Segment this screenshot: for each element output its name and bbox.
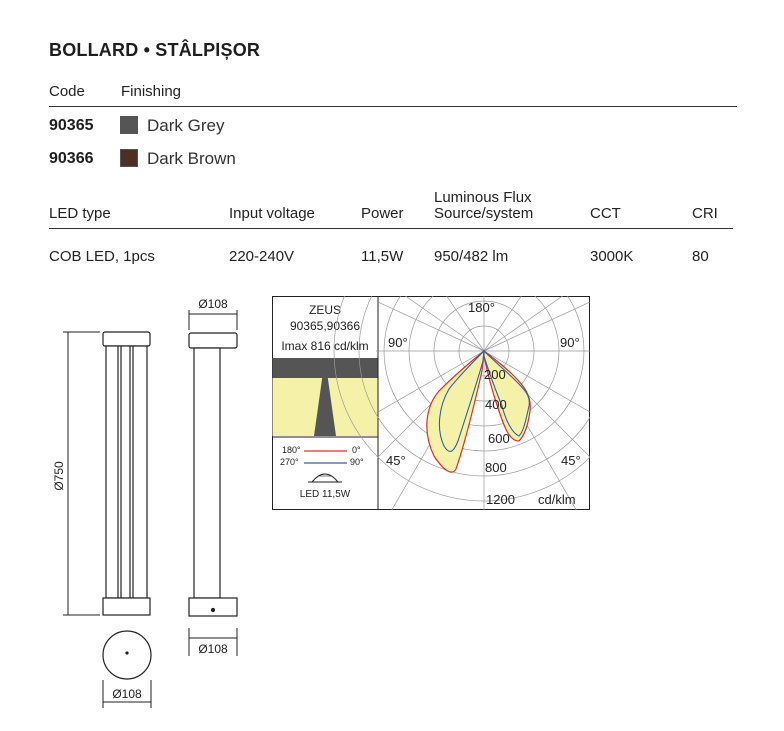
value-cct: 3000K [590, 248, 634, 265]
value-led-type: COB LED, 1pcs [49, 248, 155, 265]
angle-90-right: 90° [560, 335, 580, 350]
unit-label: cd/klm [538, 492, 576, 507]
header-cct: CCT [590, 205, 621, 222]
header-finishing: Finishing [121, 83, 182, 100]
value-input-voltage: 220-240V [229, 248, 295, 265]
header-power: Power [361, 205, 404, 222]
beam-illustration [273, 358, 378, 436]
product-name: ZEUS [308, 303, 342, 317]
bollard-front-view [103, 332, 150, 615]
imax-value: Imax 816 cd/klm [281, 339, 369, 353]
code-90366: 90366 [49, 150, 94, 167]
code-90365: 90365 [49, 117, 94, 134]
finish-dark-grey: Dark Grey [147, 116, 225, 135]
angle-45-left: 45° [386, 453, 406, 468]
base-diameter-label: Ø108 [198, 642, 228, 656]
photometric-box [272, 296, 590, 510]
header-input-voltage: Input voltage [229, 205, 315, 222]
legend-180: 180° [282, 445, 301, 455]
header-luminous-flux: Luminous Flux [434, 189, 532, 206]
value-luminous-flux: 950/482 lm [434, 248, 509, 265]
legend-270: 270° [280, 457, 299, 467]
top-diameter-dimension [189, 310, 237, 330]
ring-1200: 1200 [486, 492, 515, 507]
ring-800: 800 [485, 460, 507, 475]
header-led-type: LED type [49, 205, 111, 222]
ring-200: 200 [484, 367, 506, 382]
height-label: Ø750 [52, 461, 66, 491]
product-codes: 90365,90366 [289, 319, 361, 333]
header-source-system: Source/system [434, 205, 534, 222]
ring-600: 600 [488, 431, 510, 446]
header-code: Code [49, 83, 85, 100]
page-title: BOLLARD • STÂLPIȘOR [49, 40, 261, 60]
angle-180: 180° [468, 300, 495, 315]
legend-0: 0° [352, 445, 361, 455]
height-dimension [63, 332, 100, 615]
legend-90: 90° [350, 457, 364, 467]
value-cri: 80 [692, 248, 709, 265]
finish-dark-brown: Dark Brown [147, 149, 236, 168]
header-cri: CRI [692, 205, 718, 222]
bollard-side-view [189, 333, 237, 616]
plan-diameter-label: Ø108 [112, 687, 142, 701]
top-diameter-label: Ø108 [198, 297, 228, 311]
angle-90-left: 90° [388, 335, 408, 350]
value-power: 11,5W [361, 248, 404, 265]
led-label: LED 11,5W [299, 489, 351, 500]
angle-45-right: 45° [561, 453, 581, 468]
ring-400: 400 [485, 397, 507, 412]
